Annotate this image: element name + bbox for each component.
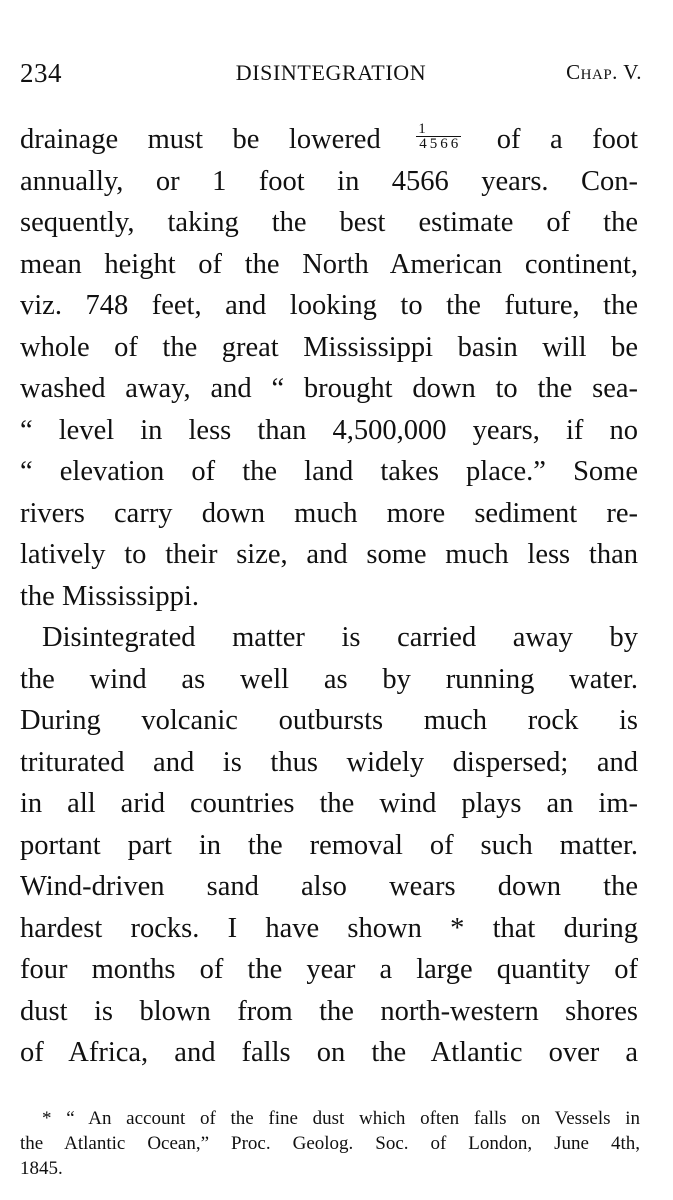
footnote-line: * “ An account of the fine dust which often falls on Vessels in — [42, 1108, 640, 1129]
fraction — [416, 123, 461, 151]
body-line-paragraph-start: Disintegrated matter is carried away by — [42, 622, 638, 653]
body-line: latively to their size, and some much less than — [20, 539, 638, 570]
body-line: in all arid countries the wind plays an im- — [20, 788, 638, 819]
body-line — [20, 119, 638, 161]
footnote — [20, 1106, 640, 1181]
body-line: four months of the year a large quantity of — [20, 954, 638, 985]
body-line: of Africa, and falls on the Atlantic over a — [20, 1037, 638, 1068]
body-line: dust is blown from the north-western shores — [20, 995, 638, 1027]
body-line: rivers carry down much more sediment re- — [20, 497, 638, 529]
body-line: washed away, and “ brought down to the sea- — [20, 373, 638, 404]
body-line: mean height of the North American continent, — [20, 248, 638, 280]
footnote-line: 1845. — [20, 1158, 63, 1179]
body-line: “ elevation of the land takes place.” Some — [20, 456, 638, 487]
body-line: triturated and is thus widely dispersed; and — [20, 746, 638, 778]
body-line: Wind-driven sand also wears down the — [20, 871, 638, 902]
body-line: whole of the great Mississippi basin will be — [20, 331, 638, 363]
fraction-denominator: 4566 — [419, 136, 462, 153]
running-title: DISINTEGRATION — [235, 60, 427, 85]
body-line-paragraph-end: the Mississippi. — [20, 580, 199, 612]
body-line: During volcanic outbursts much rock is — [20, 705, 638, 736]
body-text — [20, 119, 638, 1074]
page-number: 234 — [20, 58, 62, 88]
body-line: sequently, taking the best estimate of the — [20, 207, 638, 238]
body-line: viz. 748 feet, and looking to the future, the — [20, 290, 638, 321]
body-line-text: of a foot — [496, 124, 639, 155]
chapter-label: Chap. V. — [566, 60, 642, 84]
fraction-numerator: 1 — [416, 123, 461, 137]
footnote-line: the Atlantic Ocean,” Proc. Geolog. Soc. of London, June 4th, — [20, 1133, 640, 1154]
body-line: portant part in the removal of such matter. — [20, 829, 638, 861]
page-header — [20, 58, 642, 92]
body-line-text: drainage must be lowered — [20, 124, 381, 155]
body-line: the wind as well as by running water. — [20, 663, 638, 695]
body-line: annually, or 1 foot in 4566 years. Con- — [20, 165, 638, 197]
body-line: “ level in less than 4,500,000 years, if no — [20, 414, 638, 446]
body-line: hardest rocks. I have shown * that during — [20, 912, 638, 944]
